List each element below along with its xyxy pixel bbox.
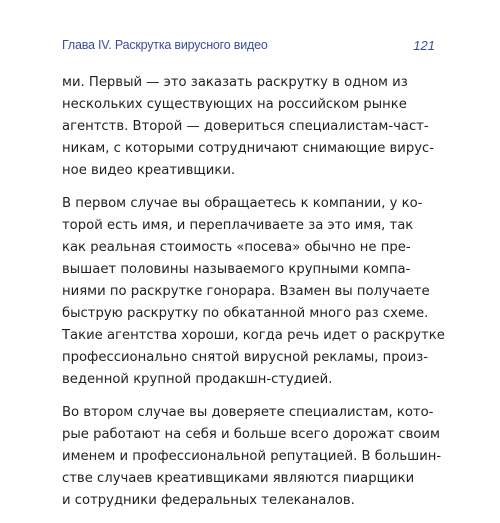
text-line: Такие агентства хороши, когда речь идет о раскрутке xyxy=(62,328,445,343)
text-line: стве случаев креативщиками являются пиарщики xyxy=(62,471,415,486)
text-line: веденной крупной продакшн-студией. xyxy=(62,372,333,387)
text-line: ниями по раскрутке гонорара. Взамен вы получаете xyxy=(62,284,430,299)
text-line: ми. Первый — это заказать раскрутку в одном из xyxy=(62,75,408,90)
running-head xyxy=(62,38,435,54)
paragraph-3 xyxy=(62,402,442,512)
text-line: вышает половины называемого крупными компа- xyxy=(62,262,411,277)
body-text xyxy=(62,72,445,523)
text-line: Во втором случае вы доверяете специалистам, кото- xyxy=(62,405,434,420)
text-line: как реальная стоимость «посева» обычно не пре- xyxy=(62,240,411,255)
text-line: агентств. Второй — довериться специалистам-част- xyxy=(62,119,429,134)
text-line: никам, с которыми сотрудничают снимающие вирус- xyxy=(62,141,435,156)
paragraph-2 xyxy=(62,193,445,391)
page-number: 121 xyxy=(413,38,435,53)
text-line: быструю раскрутку по обкатанной много раз схеме. xyxy=(62,306,429,321)
text-line: нескольких существующих на российском рынке xyxy=(62,97,407,112)
text-line: В первом случае вы обращаетесь к компании, у ко- xyxy=(62,196,423,211)
text-line: профессионально снятой вирусной рекламы, произ- xyxy=(62,350,429,365)
text-line: и сотрудники федеральных телеканалов. xyxy=(62,493,355,508)
text-line: торой есть имя, и переплачиваете за это имя, так xyxy=(62,218,414,233)
paragraph-1 xyxy=(62,72,442,182)
text-line: именем и профессиональной репутацией. В большин- xyxy=(62,449,442,464)
text-line: рые работают на себя и больше всего дорожат своим xyxy=(62,427,440,442)
text-line: ное видео креативщики. xyxy=(62,163,236,178)
chapter-title: Глава IV. Раскрутка вирусного видео xyxy=(62,38,268,52)
